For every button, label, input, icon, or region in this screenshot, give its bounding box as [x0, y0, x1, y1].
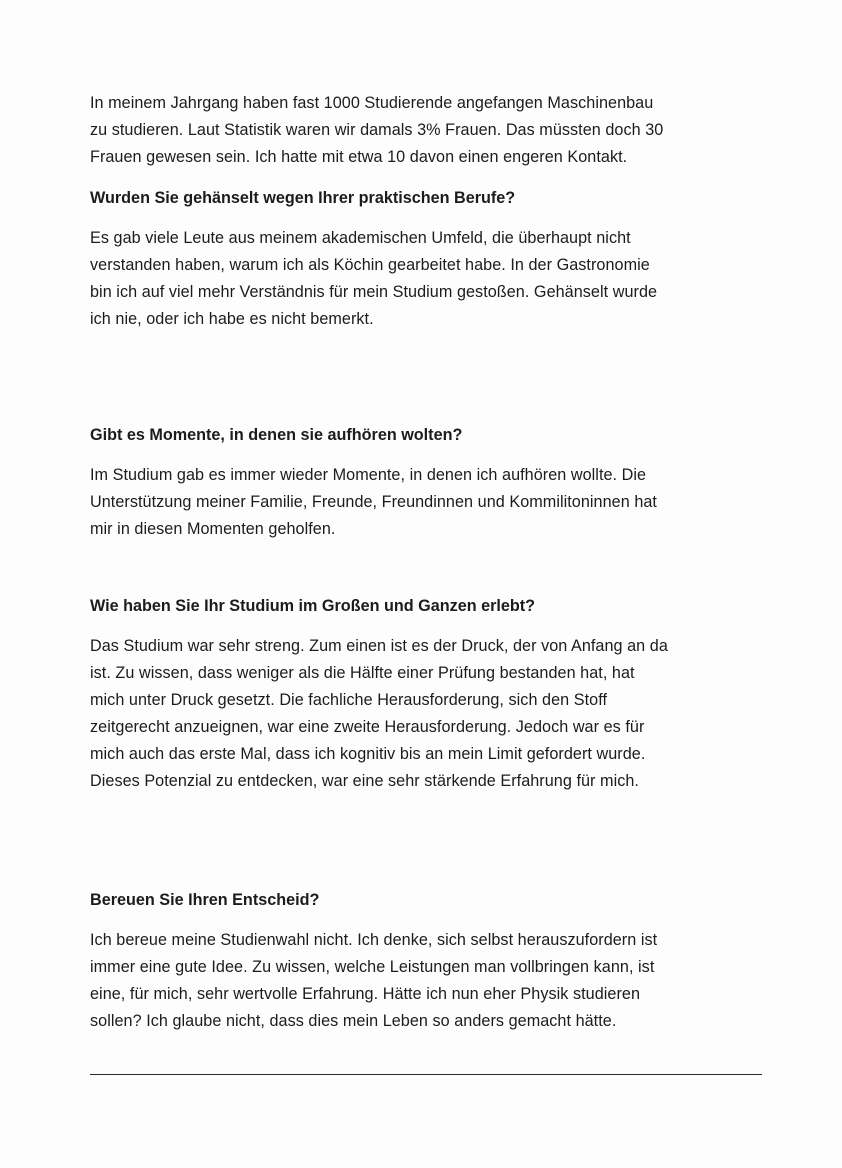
question-heading: Wie haben Sie Ihr Studium im Großen und Ganzen erlebt?	[90, 597, 536, 615]
text-line: verstanden haben, warum ich als Köchin gearbeitet habe. In der Gastronomie	[90, 256, 650, 274]
intro-paragraph	[90, 90, 770, 171]
text-line: Ich bereue meine Studienwahl nicht. Ich denke, sich selbst herauszufordern ist	[90, 931, 658, 949]
question-heading: Gibt es Momente, in denen sie aufhören wolten?	[90, 426, 463, 444]
footer-divider	[90, 1074, 762, 1075]
answer-study-experience	[90, 633, 770, 795]
answer-text	[90, 927, 770, 1035]
text-line: Dieses Potenzial zu entdecken, war eine sehr stärkende Erfahrung für mich.	[90, 772, 639, 790]
text-line: mich auch das erste Mal, dass ich kognitiv bis an mein Limit gefordert wurde.	[90, 745, 646, 763]
text-line: In meinem Jahrgang haben fast 1000 Studierende angefangen Maschinenbau	[90, 94, 654, 112]
section-quit-moments	[90, 423, 770, 447]
text-line: ich nie, oder ich habe es nicht bemerkt.	[90, 310, 374, 328]
answer-regret	[90, 927, 770, 1035]
text-line: immer eine gute Idee. Zu wissen, welche Leistungen man vollbringen kann, ist	[90, 958, 655, 976]
text-line: ist. Zu wissen, dass weniger als die Hälfte einer Prüfung bestanden hat, hat	[90, 664, 635, 682]
answer-text	[90, 633, 770, 795]
answer-quit-moments	[90, 462, 770, 543]
text-line: sollen? Ich glaube nicht, dass dies mein Leben so anders gemacht hätte.	[90, 1012, 617, 1030]
text-line: bin ich auf viel mehr Verständnis für mein Studium gestoßen. Gehänselt wurde	[90, 283, 658, 301]
section-teasing	[90, 186, 770, 210]
text-line: mir in diesen Momenten geholfen.	[90, 520, 336, 538]
text-line: eine, für mich, sehr wertvolle Erfahrung. Hätte ich nun eher Physik studieren	[90, 985, 640, 1003]
answer-teasing	[90, 225, 770, 333]
section-regret	[90, 888, 770, 912]
text-line: Unterstützung meiner Familie, Freunde, Freundinnen und Kommilitoninnen hat	[90, 493, 657, 511]
text-line: Das Studium war sehr streng. Zum einen ist es der Druck, der von Anfang an da	[90, 637, 668, 655]
text-line: zu studieren. Laut Statistik waren wir damals 3% Frauen. Das müssten doch 30	[90, 121, 664, 139]
question-heading: Bereuen Sie Ihren Entscheid?	[90, 891, 320, 909]
section-study-experience	[90, 594, 770, 618]
text-line: zeitgerecht anzueignen, war eine zweite Herausforderung. Jedoch war es für	[90, 718, 645, 736]
text-line: Es gab viele Leute aus meinem akademischen Umfeld, die überhaupt nicht	[90, 229, 631, 247]
text-line: mich unter Druck gesetzt. Die fachliche Herausforderung, sich den Stoff	[90, 691, 608, 709]
text-line: Frauen gewesen sein. Ich hatte mit etwa 10 davon einen engeren Kontakt.	[90, 148, 628, 166]
answer-text	[90, 462, 770, 543]
text-line: Im Studium gab es immer wieder Momente, in denen ich aufhören wollte. Die	[90, 466, 647, 484]
answer-text	[90, 225, 770, 333]
question-heading: Wurden Sie gehänselt wegen Ihrer praktischen Berufe?	[90, 189, 516, 207]
intro-text	[90, 90, 770, 171]
